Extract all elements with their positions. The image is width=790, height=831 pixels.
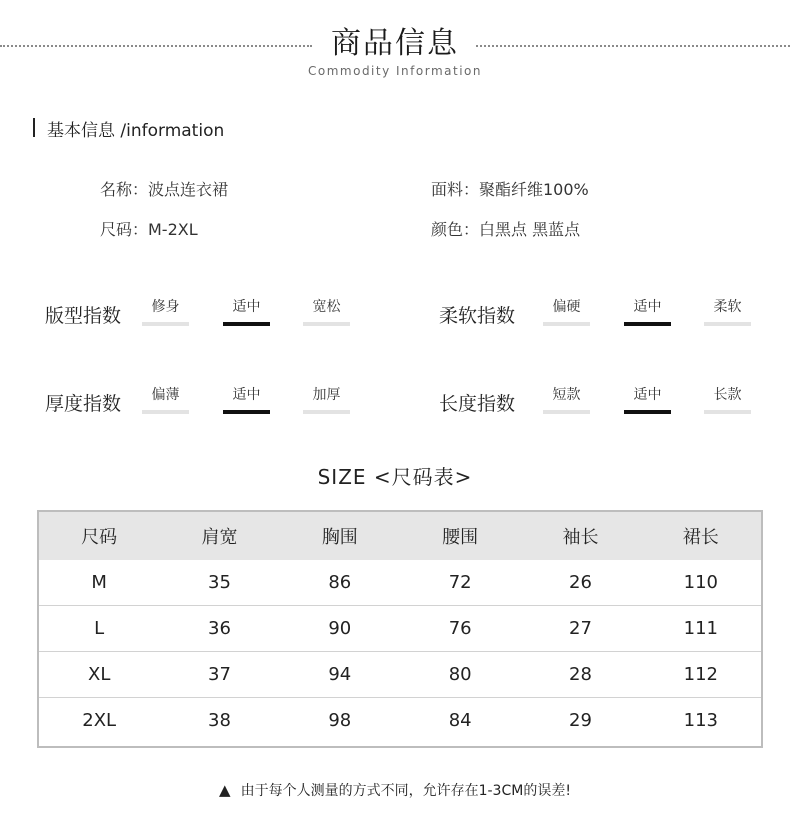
- table-cell: 112: [683, 664, 718, 685]
- softness-option-medium-bar: [624, 322, 671, 326]
- length-option-medium: 适中: [624, 385, 671, 414]
- section-title: 基本信息 /information: [47, 121, 225, 141]
- section-marker: [33, 118, 35, 137]
- table-cell: 90: [328, 618, 352, 639]
- table-cell: 38: [208, 710, 231, 731]
- table-cell: 111: [683, 618, 718, 639]
- table-cell: 84: [448, 710, 472, 731]
- softness-index-label: 柔软指数: [439, 305, 516, 327]
- length-option-short: 短款: [543, 385, 590, 414]
- notice-text: 由于每个人测量的方式不同，允许存在1-3CM的误差!: [240, 783, 571, 799]
- table-cell: L: [94, 618, 105, 639]
- table-cell: 76: [448, 618, 472, 639]
- fit-option-slim: 修身: [142, 297, 189, 326]
- table-cell: 94: [328, 664, 352, 685]
- table-header-cell: 袖长: [562, 527, 599, 548]
- fit-option-regular: 适中: [223, 297, 270, 326]
- table-cell: 28: [569, 664, 592, 685]
- info-name: 名称：波点连衣裙: [100, 180, 229, 199]
- softness-option-soft: 柔软: [704, 297, 751, 326]
- table-header-cell: 胸围: [321, 527, 358, 548]
- info-color: 颜色：白黑点 黑蓝点: [431, 220, 581, 239]
- warning-icon: ▲: [219, 781, 231, 799]
- thickness-option-thin: 偏薄: [142, 385, 189, 414]
- length-option-short-bar: [543, 410, 590, 414]
- length-option-medium-bar: [624, 410, 671, 414]
- fit-option-slim-bar: [142, 322, 189, 326]
- fit-option-regular-bar: [223, 322, 270, 326]
- table-cell: 80: [448, 664, 472, 685]
- table-header-cell: 腰围: [442, 527, 479, 548]
- softness-option-stiff-bar: [543, 322, 590, 326]
- table-row: [39, 698, 761, 743]
- table-cell: 27: [569, 618, 592, 639]
- thickness-option-thick: 加厚: [303, 385, 350, 414]
- thickness-index-label: 厚度指数: [45, 393, 122, 415]
- table-cell: M: [91, 572, 107, 593]
- fit-index-label: 版型指数: [45, 305, 122, 327]
- table-cell: 2XL: [82, 710, 117, 731]
- softness-option-medium: 适中: [624, 297, 671, 326]
- length-index-label: 长度指数: [439, 393, 516, 415]
- table-cell: 35: [208, 572, 231, 593]
- fit-option-loose: 宽松: [303, 297, 350, 326]
- table-cell: 110: [683, 572, 718, 593]
- table-header-cell: 尺码: [81, 527, 118, 548]
- table-cell: 86: [328, 572, 352, 593]
- table-row: [39, 652, 761, 698]
- table-header-row: [39, 512, 761, 560]
- length-option-long-bar: [704, 410, 751, 414]
- thickness-option-medium-bar: [223, 410, 270, 414]
- table-cell: 37: [208, 664, 231, 685]
- size-table-title: SIZE <尺码表>: [317, 465, 473, 489]
- info-size: 尺码：M-2XL: [100, 220, 198, 239]
- table-header-cell: 肩宽: [201, 527, 238, 548]
- table-cell: XL: [87, 664, 111, 685]
- softness-option-soft-bar: [704, 322, 751, 326]
- table-row: [39, 606, 761, 652]
- thickness-option-thick-bar: [303, 410, 350, 414]
- size-table: [37, 510, 763, 748]
- table-cell: 72: [448, 572, 472, 593]
- page-subtitle: Commodity Information: [308, 64, 482, 78]
- thickness-option-thin-bar: [142, 410, 189, 414]
- fit-option-loose-bar: [303, 322, 350, 326]
- softness-option-stiff: 偏硬: [543, 297, 590, 326]
- table-header-cell: 裙长: [682, 527, 719, 548]
- length-option-long: 长款: [704, 385, 751, 414]
- thickness-option-medium: 适中: [223, 385, 270, 414]
- table-cell: 29: [569, 710, 592, 731]
- page-title: 商品信息: [331, 26, 459, 61]
- table-cell: 36: [208, 618, 231, 639]
- measurement-notice: [0, 780, 790, 800]
- table-cell: 113: [683, 710, 718, 731]
- table-cell: 26: [569, 572, 592, 593]
- info-fabric: 面料：聚酯纤维100%: [431, 180, 589, 199]
- table-cell: 98: [328, 710, 352, 731]
- table-row: [39, 560, 761, 606]
